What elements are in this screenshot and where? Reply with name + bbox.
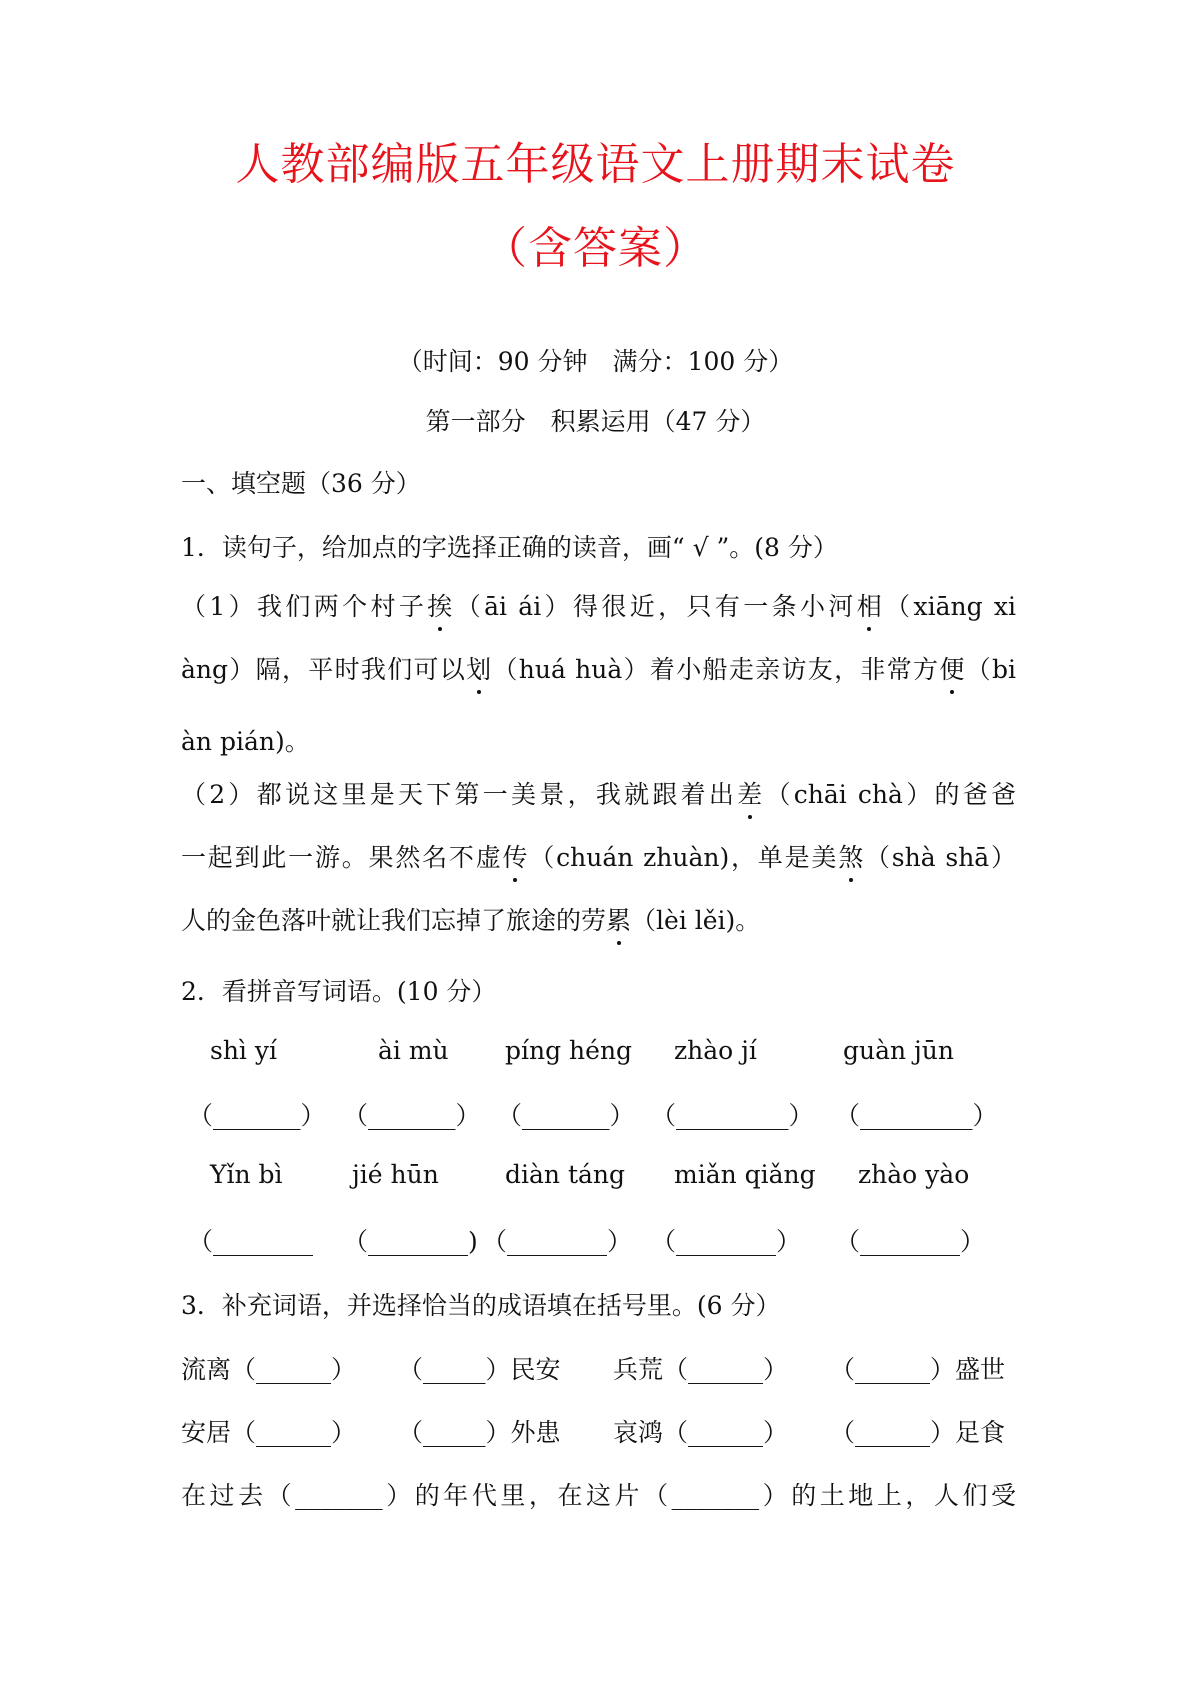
pinyin: guàn jūn — [843, 1036, 955, 1065]
pinyin: shì yí — [210, 1036, 277, 1065]
section1-heading: 一、填空题（36 分） — [181, 469, 421, 498]
q1-s1-line1: （1）我们两个村子挨（āi ái）得很近，只有一条小河相（xiāng xi — [181, 587, 1016, 623]
part1-heading: 第一部分 积累运用（47 分） — [425, 407, 766, 436]
idiom-blank: （_____）民安 — [398, 1355, 561, 1384]
q2-prompt: 2．看拼音写词语。(10 分） — [181, 977, 497, 1006]
pinyin: diàn táng — [505, 1160, 626, 1189]
pinyin: miǎn qiǎng — [674, 1160, 816, 1189]
dotted-char: 传 — [503, 838, 528, 874]
q1-s1-line3: àn pián)。 — [181, 727, 310, 756]
answer-blank: （________） — [835, 1227, 986, 1256]
answer-blank: （________） — [651, 1227, 802, 1256]
answer-blank: （________） — [482, 1227, 633, 1256]
q3-prompt: 3．补充词语，并选择恰当的成语填在括号里。(6 分） — [181, 1291, 781, 1320]
answer-blank: （________) — [343, 1227, 478, 1256]
dotted-char: 划 — [466, 650, 491, 686]
pinyin: zhào jí — [674, 1036, 757, 1065]
q1-s1-line2: àng）隔，平时我们可以划（huá huà）着小船走亲访友，非常方便（bi — [181, 650, 1016, 686]
dotted-char: 挨 — [427, 587, 452, 623]
pinyin: píng héng — [505, 1036, 633, 1065]
idiom-blank: 流离（______） — [181, 1355, 357, 1384]
pinyin: jié hūn — [352, 1160, 439, 1189]
answer-blank: （_______） — [343, 1101, 481, 1130]
q1-prompt: 1．读句子，给加点的字选择正确的读音，画“ √ ”。(8 分） — [181, 533, 838, 562]
idiom-blank: （_____）外患 — [398, 1418, 561, 1447]
dotted-char: 便 — [939, 650, 964, 686]
idiom-blank: 哀鸿（______） — [613, 1418, 789, 1447]
document-subtitle: （含答案） — [483, 223, 708, 274]
dotted-char: 差 — [737, 775, 762, 811]
dotted-char: 相 — [857, 587, 882, 623]
idiom-blank: （______）足食 — [830, 1418, 1006, 1447]
idiom-blank: 兵荒（______） — [613, 1355, 789, 1384]
q3-last-line: 在过去（_______）的年代里，在这片（_______）的土地上，人们受 — [181, 1481, 1016, 1510]
answer-blank: （_________） — [651, 1101, 814, 1130]
answer-blank: （_________） — [835, 1101, 998, 1130]
document-title: 人教部编版五年级语文上册期末试卷 — [235, 139, 956, 190]
dotted-char: 煞 — [838, 838, 863, 874]
q1-s2-line1: （2）都说这里是天下第一美景，我就跟着出差（chāi chà）的爸爸 — [181, 775, 1016, 811]
dotted-char: 累 — [606, 901, 631, 937]
answer-blank: （________ — [188, 1227, 314, 1256]
idiom-blank: 安居（______） — [181, 1418, 357, 1447]
pinyin: ài mù — [378, 1036, 449, 1065]
pinyin: zhào yào — [858, 1160, 970, 1189]
q1-s2-line3: 人的金色落叶就让我们忘掉了旅途的劳累（lèi lěi)。 — [181, 901, 760, 937]
q1-s2-line2: 一起到此一游。果然名不虚传（chuán zhuàn)，单是美煞（shà shā） — [181, 838, 1016, 874]
answer-blank: （_______） — [188, 1101, 326, 1130]
answer-blank: （_______） — [497, 1101, 635, 1130]
idiom-blank: （______）盛世 — [830, 1355, 1006, 1384]
exam-info: （时间：90 分钟 满分：100 分） — [397, 347, 794, 376]
pinyin: Yǐn bì — [210, 1160, 283, 1189]
